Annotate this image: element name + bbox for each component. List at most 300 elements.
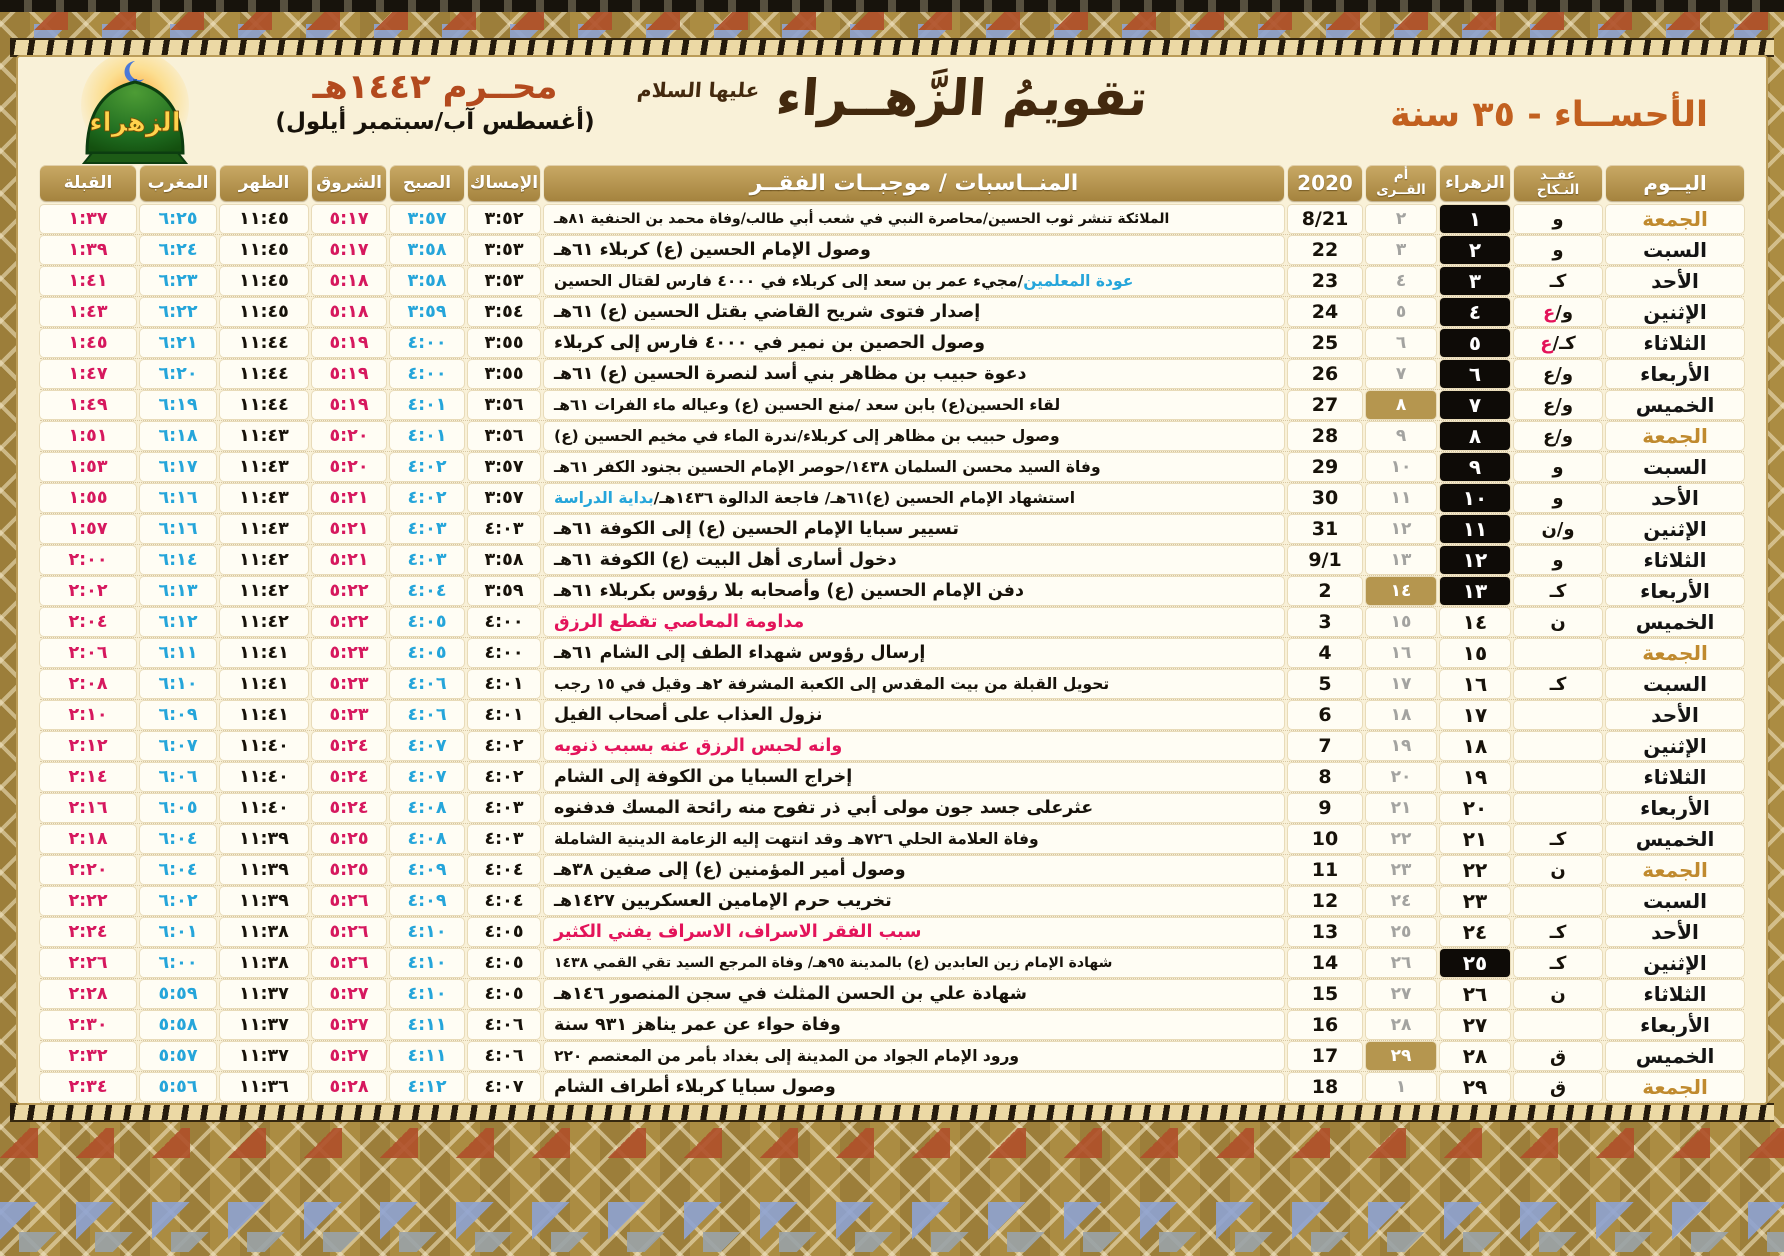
event-cell: وصول سبايا كربلاء أطراف الشام	[544, 1073, 1284, 1101]
table-row	[40, 577, 1744, 605]
umm-qura-date-cell: ٢٠	[1366, 763, 1436, 791]
qibla-time-cell: ٢:١٨	[40, 825, 136, 853]
bottom-comb-border	[10, 1103, 1774, 1122]
zahra-date-cell: ٥	[1440, 329, 1510, 357]
gregorian-date-cell: 2	[1288, 577, 1362, 605]
sobh-time-cell: ٤:٠٨	[390, 825, 464, 853]
table-row	[40, 453, 1744, 481]
qibla-time-cell: ٢:٢٦	[40, 949, 136, 977]
qibla-time-cell: ١:٤١	[40, 267, 136, 295]
sobh-time-cell: ٤:١١	[390, 1011, 464, 1039]
day-cell: الأحد	[1606, 267, 1744, 295]
sobh-time-cell: ٤:٠٣	[390, 515, 464, 543]
nikah-cell: و	[1514, 484, 1602, 512]
table-row	[40, 670, 1744, 698]
gregorian-date-cell: 12	[1288, 887, 1362, 915]
event-cell: عودة المعلمين /مجيء عمر بن سعد إلى كربلاء في ٤٠٠٠ فارس لقتال الحسين	[544, 267, 1284, 295]
imsak-time-cell: ٣:٥٣	[468, 236, 540, 264]
imsak-time-cell: ٣:٥٥	[468, 360, 540, 388]
imsak-time-cell: ٤:٠١	[468, 701, 540, 729]
imsak-time-cell: ٣:٥٣	[468, 267, 540, 295]
shorouq-time-cell: ٥:٢١	[312, 515, 386, 543]
day-cell: السبت	[1606, 670, 1744, 698]
gregorian-date-cell: 23	[1288, 267, 1362, 295]
maghrib-time-cell: ٦:١١	[140, 639, 216, 667]
zahra-date-cell: ١٧	[1440, 701, 1510, 729]
sobh-time-cell: ٤:٠١	[390, 391, 464, 419]
calendar-rows	[40, 205, 1744, 1101]
col-header-zahra: الزهراء	[1440, 165, 1510, 201]
calendar-title-honorific: عليها السلام	[636, 78, 761, 102]
shorouq-time-cell: ٥:٢٤	[312, 732, 386, 760]
col-header-qibla: القبلة	[40, 165, 136, 201]
shorouq-time-cell: ٥:١٧	[312, 236, 386, 264]
qibla-time-cell: ٢:٣٤	[40, 1073, 136, 1101]
sobh-time-cell: ٤:٠٧	[390, 732, 464, 760]
umm-qura-date-cell: ٢٥	[1366, 918, 1436, 946]
day-cell: الخميس	[1606, 825, 1744, 853]
table-row	[40, 608, 1744, 636]
qibla-time-cell: ١:٥٣	[40, 453, 136, 481]
day-cell: الأربعاء	[1606, 1011, 1744, 1039]
nikah-cell: و/ع	[1514, 391, 1602, 419]
maghrib-time-cell: ٥:٥٩	[140, 980, 216, 1008]
shorouq-time-cell: ٥:١٨	[312, 267, 386, 295]
qibla-time-cell: ١:٥٥	[40, 484, 136, 512]
shorouq-time-cell: ٥:٢٦	[312, 887, 386, 915]
day-cell: الإثنين	[1606, 515, 1744, 543]
table-row	[40, 1011, 1744, 1039]
maghrib-time-cell: ٦:١٦	[140, 515, 216, 543]
event-cell: نزول العذاب على أصحاب الفيل	[544, 701, 1284, 729]
zahra-date-cell: ٢٨	[1440, 1042, 1510, 1070]
umm-qura-date-cell: ١٧	[1366, 670, 1436, 698]
event-cell: وفاة السيد محسن السلمان ١٤٣٨/حوصر الإمام الحسين بجنود الكفر ٦١هـ	[544, 453, 1284, 481]
shorouq-time-cell: ٥:٢٢	[312, 577, 386, 605]
event-cell: دعوة حبيب بن مظاهر بني أسد لنصرة الحسين (ع) ٦١هـ	[544, 360, 1284, 388]
shorouq-time-cell: ٥:٢٠	[312, 453, 386, 481]
event-cell: سبب الفقر الاسراف، الاسراف يفني الكثير	[544, 918, 1284, 946]
table-row	[40, 422, 1744, 450]
umm-qura-date-cell: ٢١	[1366, 794, 1436, 822]
dhuhr-time-cell: ١١:٣٨	[220, 918, 308, 946]
dhuhr-time-cell: ١١:٤٥	[220, 298, 308, 326]
day-cell: الخميس	[1606, 1042, 1744, 1070]
zahra-date-cell: ١٠	[1440, 484, 1510, 512]
umm-qura-date-cell: ٨	[1366, 391, 1436, 419]
nikah-cell: و/ن	[1514, 515, 1602, 543]
zahra-date-cell: ٢٦	[1440, 980, 1510, 1008]
imsak-time-cell: ٣:٥٧	[468, 453, 540, 481]
qibla-time-cell: ٢:٠٨	[40, 670, 136, 698]
umm-qura-date-cell: ٢٦	[1366, 949, 1436, 977]
nikah-cell: و	[1514, 236, 1602, 264]
day-cell: الخميس	[1606, 391, 1744, 419]
nikah-cell: و/ ع	[1514, 298, 1602, 326]
table-row	[40, 887, 1744, 915]
event-cell: وانه لحبس الرزق عنه بسبب ذنوبه	[544, 732, 1284, 760]
umm-qura-date-cell: ٩	[1366, 422, 1436, 450]
day-cell: الأربعاء	[1606, 794, 1744, 822]
umm-qura-date-cell: ١٥	[1366, 608, 1436, 636]
shorouq-time-cell: ٥:١٩	[312, 391, 386, 419]
day-cell: الأحد	[1606, 484, 1744, 512]
umm-qura-date-cell: ٢٢	[1366, 825, 1436, 853]
table-row	[40, 298, 1744, 326]
shorouq-time-cell: ٥:٢١	[312, 546, 386, 574]
maghrib-time-cell: ٦:٠٥	[140, 794, 216, 822]
event-cell: وفاة العلامة الحلي ٧٢٦هـ وقد انتهت إليه الزعامة الدينية الشاملة	[544, 825, 1284, 853]
event-cell: إخراج السبايا من الكوفة إلى الشام	[544, 763, 1284, 791]
day-cell: الجمعة	[1606, 422, 1744, 450]
zahra-date-cell: ٢١	[1440, 825, 1510, 853]
maghrib-time-cell: ٦:١٠	[140, 670, 216, 698]
day-cell: الجمعة	[1606, 639, 1744, 667]
day-cell: السبت	[1606, 453, 1744, 481]
gregorian-date-cell: 11	[1288, 856, 1362, 884]
nikah-cell: كـ	[1514, 825, 1602, 853]
umm-qura-date-cell: ١٤	[1366, 577, 1436, 605]
gregorian-date-cell: 18	[1288, 1073, 1362, 1101]
table-row	[40, 949, 1744, 977]
table-row	[40, 639, 1744, 667]
table-row	[40, 763, 1744, 791]
region-title: الأحســاء - ٣٥ سنة	[1390, 95, 1708, 135]
qibla-time-cell: ٢:٢٨	[40, 980, 136, 1008]
maghrib-time-cell: ٦:٠٤	[140, 825, 216, 853]
sobh-time-cell: ٤:٠٥	[390, 639, 464, 667]
gregorian-date-cell: 31	[1288, 515, 1362, 543]
dhuhr-time-cell: ١١:٣٦	[220, 1073, 308, 1101]
nikah-cell	[1514, 701, 1602, 729]
event-cell: تخريب حرم الإمامين العسكريين ١٤٢٧هـ	[544, 887, 1284, 915]
event-cell: وصول الإمام الحسين (ع) كربلاء ٦١هـ	[544, 236, 1284, 264]
umm-qura-date-cell: ٢٩	[1366, 1042, 1436, 1070]
dhuhr-time-cell: ١١:٤١	[220, 670, 308, 698]
maghrib-time-cell: ٦:٠٠	[140, 949, 216, 977]
dhuhr-time-cell: ١١:٣٨	[220, 949, 308, 977]
umm-qura-date-cell: ٥	[1366, 298, 1436, 326]
event-cell: شهادة علي بن الحسن المثلث في سجن المنصور ١٤٦هـ	[544, 980, 1284, 1008]
gregorian-date-cell: 30	[1288, 484, 1362, 512]
umm-qura-date-cell: ٣	[1366, 236, 1436, 264]
nikah-cell	[1514, 763, 1602, 791]
zahra-date-cell: ١٢	[1440, 546, 1510, 574]
table-row	[40, 918, 1744, 946]
qibla-time-cell: ١:٤٩	[40, 391, 136, 419]
maghrib-time-cell: ٦:١٦	[140, 484, 216, 512]
gregorian-date-cell: 9	[1288, 794, 1362, 822]
shorouq-time-cell: ٥:٢١	[312, 484, 386, 512]
umm-qura-date-cell: ٢٧	[1366, 980, 1436, 1008]
col-header-imsak: الإمساك	[468, 165, 540, 201]
shorouq-time-cell: ٥:١٩	[312, 360, 386, 388]
event-cell: وصول أمير المؤمنين (ع) إلى صفين ٣٨هـ	[544, 856, 1284, 884]
table-row	[40, 267, 1744, 295]
dhuhr-time-cell: ١١:٤٠	[220, 732, 308, 760]
nikah-cell: كـ	[1514, 918, 1602, 946]
gregorian-date-cell: 26	[1288, 360, 1362, 388]
qibla-time-cell: ١:٤٣	[40, 298, 136, 326]
day-cell: الإثنين	[1606, 732, 1744, 760]
nikah-cell: ق	[1514, 1073, 1602, 1101]
qibla-time-cell: ٢:٠٠	[40, 546, 136, 574]
zahra-date-cell: ٩	[1440, 453, 1510, 481]
qibla-time-cell: ٢:٠٤	[40, 608, 136, 636]
col-header-maghrib: المغرب	[140, 165, 216, 201]
sobh-time-cell: ٤:٠٩	[390, 856, 464, 884]
dhuhr-time-cell: ١١:٤٠	[220, 763, 308, 791]
nikah-cell: كـ	[1514, 949, 1602, 977]
maghrib-time-cell: ٦:١٢	[140, 608, 216, 636]
sobh-time-cell: ٤:١٠	[390, 980, 464, 1008]
shorouq-time-cell: ٥:٢٣	[312, 670, 386, 698]
maghrib-time-cell: ٦:١٧	[140, 453, 216, 481]
sobh-time-cell: ٤:٠٦	[390, 670, 464, 698]
maghrib-time-cell: ٦:٠٩	[140, 701, 216, 729]
dhuhr-time-cell: ١١:٤٥	[220, 236, 308, 264]
nikah-cell: كـ	[1514, 670, 1602, 698]
umm-qura-date-cell: ١	[1366, 1073, 1436, 1101]
dhuhr-time-cell: ١١:٤٣	[220, 484, 308, 512]
day-cell: السبت	[1606, 887, 1744, 915]
imsak-time-cell: ٣:٥٧	[468, 484, 540, 512]
sobh-time-cell: ٤:١٠	[390, 918, 464, 946]
dhuhr-time-cell: ١١:٤٥	[220, 267, 308, 295]
zahra-date-cell: ٢	[1440, 236, 1510, 264]
maghrib-time-cell: ٦:٠٧	[140, 732, 216, 760]
imsak-time-cell: ٤:٠٣	[468, 825, 540, 853]
zahra-date-cell: ١١	[1440, 515, 1510, 543]
sobh-time-cell: ٤:١١	[390, 1042, 464, 1070]
event-cell: دخول أسارى أهل البيت (ع) الكوفة ٦١هـ	[544, 546, 1284, 574]
nikah-cell	[1514, 1011, 1602, 1039]
nikah-cell: ن	[1514, 980, 1602, 1008]
shorouq-time-cell: ٥:٢٤	[312, 794, 386, 822]
shorouq-time-cell: ٥:٢٣	[312, 701, 386, 729]
nikah-cell	[1514, 639, 1602, 667]
day-cell: الأربعاء	[1606, 577, 1744, 605]
dhuhr-time-cell: ١١:٤٤	[220, 391, 308, 419]
event-cell: لقاء الحسين(ع) بابن سعد /منع الحسين (ع) وعياله ماء الفرات ٦١هـ	[544, 391, 1284, 419]
sobh-time-cell: ٣:٥٩	[390, 298, 464, 326]
imsak-time-cell: ٣:٥٢	[468, 205, 540, 233]
event-cell: الملائكة تنشر ثوب الحسين/محاصرة النبي في شعب أبي طالب/وفاة محمد بن الحنفية ٨١هـ	[544, 205, 1284, 233]
umm-qura-date-cell: ٤	[1366, 267, 1436, 295]
sobh-time-cell: ٤:٠٩	[390, 887, 464, 915]
table-row	[40, 794, 1744, 822]
day-cell: الثلاثاء	[1606, 329, 1744, 357]
event-cell: دفن الإمام الحسين (ع) وأصحابه بلا رؤوس بكربلاء ٦١هـ	[544, 577, 1284, 605]
zahra-date-cell: ٢٩	[1440, 1073, 1510, 1101]
imsak-time-cell: ٤:٠٣	[468, 794, 540, 822]
event-cell: إرسال رؤوس شهداء الطف إلى الشام ٦١هـ	[544, 639, 1284, 667]
imsak-time-cell: ٤:٠٠	[468, 608, 540, 636]
sobh-time-cell: ٤:٠٨	[390, 794, 464, 822]
umm-qura-date-cell: ٢٣	[1366, 856, 1436, 884]
col-header-shorouq: الشروق	[312, 165, 386, 201]
event-cell: عثرعلى جسد جون مولى أبي ذر تفوح منه رائحة المسك فدفنوه	[544, 794, 1284, 822]
table-row	[40, 205, 1744, 233]
sobh-time-cell: ٤:٠٠	[390, 329, 464, 357]
col-header-gregorian-year: 2020	[1288, 165, 1362, 201]
sobh-time-cell: ٤:٠٣	[390, 546, 464, 574]
imsak-time-cell: ٣:٥٥	[468, 329, 540, 357]
umm-qura-date-cell: ١١	[1366, 484, 1436, 512]
sobh-time-cell: ٤:٠٥	[390, 608, 464, 636]
shorouq-time-cell: ٥:٢٨	[312, 1073, 386, 1101]
maghrib-time-cell: ٦:٠١	[140, 918, 216, 946]
umm-qura-date-cell: ١٩	[1366, 732, 1436, 760]
table-row	[40, 391, 1744, 419]
gregorian-date-cell: 24	[1288, 298, 1362, 326]
zahra-date-cell: ١٥	[1440, 639, 1510, 667]
table-row	[40, 980, 1744, 1008]
shorouq-time-cell: ٥:١٨	[312, 298, 386, 326]
zahra-date-cell: ١٩	[1440, 763, 1510, 791]
maghrib-time-cell: ٦:٠٢	[140, 887, 216, 915]
maghrib-time-cell: ٦:١٩	[140, 391, 216, 419]
zahra-date-cell: ٢٤	[1440, 918, 1510, 946]
dhuhr-time-cell: ١١:٤٥	[220, 205, 308, 233]
logo-text: الزهراء	[89, 108, 181, 138]
month-block	[255, 67, 615, 135]
dhuhr-time-cell: ١١:٣٧	[220, 1011, 308, 1039]
umm-qura-date-cell: ٢٨	[1366, 1011, 1436, 1039]
imsak-time-cell: ٤:٠٦	[468, 1011, 540, 1039]
gregorian-date-cell: 13	[1288, 918, 1362, 946]
nikah-cell: كـ	[1514, 577, 1602, 605]
sobh-time-cell: ٤:٠٧	[390, 763, 464, 791]
column-headers	[40, 165, 1744, 201]
imsak-time-cell: ٣:٥٤	[468, 298, 540, 326]
hijri-month-title: محــرم ١٤٤٢هـ	[312, 67, 558, 107]
sobh-time-cell: ٤:٠٠	[390, 360, 464, 388]
qibla-time-cell: ١:٣٩	[40, 236, 136, 264]
maghrib-time-cell: ٦:٢٠	[140, 360, 216, 388]
shorouq-time-cell: ٥:٢٢	[312, 608, 386, 636]
sobh-time-cell: ٤:٠٢	[390, 453, 464, 481]
dhuhr-time-cell: ١١:٣٩	[220, 856, 308, 884]
maghrib-time-cell: ٦:٢٥	[140, 205, 216, 233]
sobh-time-cell: ٤:٠٦	[390, 701, 464, 729]
binding-edge	[0, 0, 1784, 12]
col-header-sobh: الصبح	[390, 165, 464, 201]
event-cell: تسيير سبايا الإمام الحسين (ع) إلى الكوفة ٦١هـ	[544, 515, 1284, 543]
qibla-time-cell: ٢:٢٢	[40, 887, 136, 915]
gregorian-date-cell: 3	[1288, 608, 1362, 636]
dhuhr-time-cell: ١١:٤٢	[220, 546, 308, 574]
zahra-date-cell: ٤	[1440, 298, 1510, 326]
imsak-time-cell: ٤:٠٤	[468, 856, 540, 884]
imsak-time-cell: ٣:٥٦	[468, 391, 540, 419]
imsak-time-cell: ٣:٥٨	[468, 546, 540, 574]
qibla-time-cell: ٢:٠٢	[40, 577, 136, 605]
shorouq-time-cell: ٥:٢٣	[312, 639, 386, 667]
imsak-time-cell: ٤:٠١	[468, 670, 540, 698]
table-row	[40, 236, 1744, 264]
zahra-dome-logo	[70, 57, 200, 165]
gregorian-date-cell: 9/1	[1288, 546, 1362, 574]
gregorian-date-cell: 15	[1288, 980, 1362, 1008]
dhuhr-time-cell: ١١:٤٣	[220, 422, 308, 450]
day-cell: الجمعة	[1606, 205, 1744, 233]
day-cell: الأحد	[1606, 701, 1744, 729]
table-row	[40, 856, 1744, 884]
dhuhr-time-cell: ١١:٤٣	[220, 453, 308, 481]
nikah-cell: ن	[1514, 856, 1602, 884]
zahra-date-cell: ١٤	[1440, 608, 1510, 636]
sobh-time-cell: ٤:٠٤	[390, 577, 464, 605]
table-row	[40, 732, 1744, 760]
dhuhr-time-cell: ١١:٤٠	[220, 794, 308, 822]
shorouq-time-cell: ٥:٢٥	[312, 856, 386, 884]
day-cell: الإثنين	[1606, 949, 1744, 977]
dhuhr-time-cell: ١١:٣٧	[220, 980, 308, 1008]
imsak-time-cell: ٤:٠٢	[468, 763, 540, 791]
day-cell: الثلاثاء	[1606, 546, 1744, 574]
nikah-cell: و	[1514, 205, 1602, 233]
sobh-time-cell: ٤:١٢	[390, 1073, 464, 1101]
qibla-time-cell: ٢:٣٠	[40, 1011, 136, 1039]
maghrib-time-cell: ٦:٢١	[140, 329, 216, 357]
gregorian-date-cell: 5	[1288, 670, 1362, 698]
col-header-day: اليــوم	[1606, 165, 1744, 201]
gregorian-date-cell: 14	[1288, 949, 1362, 977]
imsak-time-cell: ٤:٠٥	[468, 918, 540, 946]
gregorian-date-cell: 16	[1288, 1011, 1362, 1039]
imsak-time-cell: ٤:٠٤	[468, 887, 540, 915]
zahra-date-cell: ٢٢	[1440, 856, 1510, 884]
event-cell: مداومة المعاصي تقطع الرزق	[544, 608, 1284, 636]
shorouq-time-cell: ٥:١٧	[312, 205, 386, 233]
dhuhr-time-cell: ١١:٤٢	[220, 577, 308, 605]
day-cell: الأربعاء	[1606, 360, 1744, 388]
qibla-time-cell: ١:٣٧	[40, 205, 136, 233]
gregorian-date-cell: 4	[1288, 639, 1362, 667]
zahra-date-cell: ٢٥	[1440, 949, 1510, 977]
table-row	[40, 515, 1744, 543]
imsak-time-cell: ٤:٠٠	[468, 639, 540, 667]
gregorian-date-cell: 25	[1288, 329, 1362, 357]
sobh-time-cell: ٤:٠١	[390, 422, 464, 450]
umm-qura-date-cell: ١٨	[1366, 701, 1436, 729]
imsak-time-cell: ٣:٥٦	[468, 422, 540, 450]
sobh-time-cell: ٣:٥٧	[390, 205, 464, 233]
umm-qura-date-cell: ١٠	[1366, 453, 1436, 481]
dhuhr-time-cell: ١١:٣٧	[220, 1042, 308, 1070]
col-header-dhuhr: الظهر	[220, 165, 308, 201]
sobh-time-cell: ٣:٥٨	[390, 267, 464, 295]
maghrib-time-cell: ٦:١٤	[140, 546, 216, 574]
zahra-date-cell: ١٣	[1440, 577, 1510, 605]
gregorian-months-subtitle: (أغسطس آب/سبتمبر أيلول)	[275, 109, 595, 135]
qibla-time-cell: ١:٤٥	[40, 329, 136, 357]
nikah-cell: كـ	[1514, 267, 1602, 295]
dhuhr-time-cell: ١١:٣٩	[220, 825, 308, 853]
nikah-cell: و/ع	[1514, 360, 1602, 388]
qibla-time-cell: ٢:٣٢	[40, 1042, 136, 1070]
nikah-cell: كـ/ ع	[1514, 329, 1602, 357]
col-header-events: المنــاسبات / موجبــات الفقــر	[544, 165, 1284, 201]
maghrib-time-cell: ٥:٥٦	[140, 1073, 216, 1101]
shorouq-time-cell: ٥:١٩	[312, 329, 386, 357]
day-cell: الأحد	[1606, 918, 1744, 946]
calendar-header	[40, 63, 1744, 163]
zahra-date-cell: ٣	[1440, 267, 1510, 295]
qibla-time-cell: ٢:١٤	[40, 763, 136, 791]
gregorian-date-cell: 17	[1288, 1042, 1362, 1070]
